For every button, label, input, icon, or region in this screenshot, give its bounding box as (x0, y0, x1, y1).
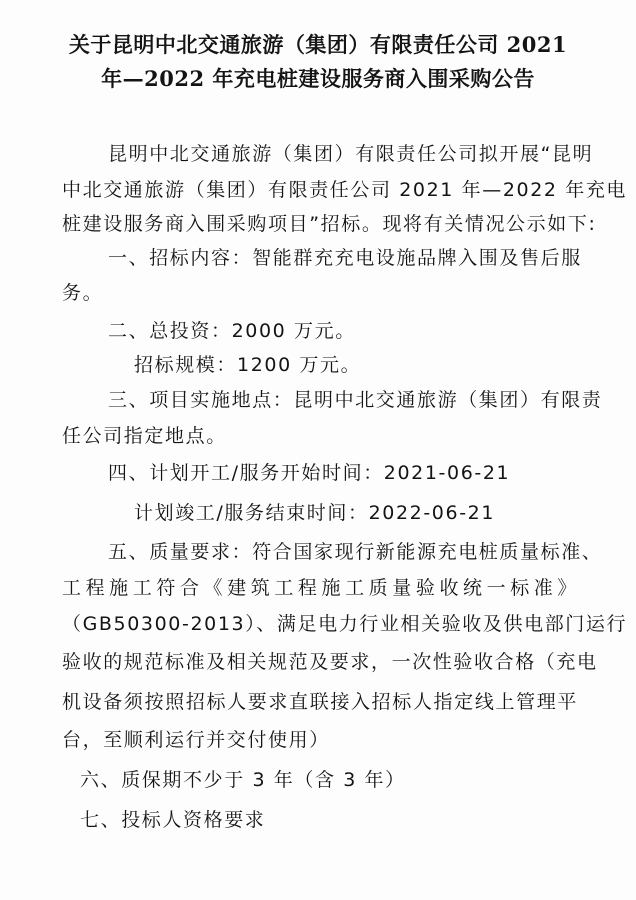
section-1-line-2: 务。 (62, 282, 104, 304)
document-title-line-2: 年—2022 年充电桩建设服务商入围采购公告 (101, 66, 535, 91)
section-7-heading: 七、投标人资格要求 (80, 809, 266, 831)
intro-line-1: 昆明中北交通旅游（集团）有限责任公司拟开展“昆明 (108, 143, 594, 165)
section-4-start-time: 四、计划开工/服务开始时间：2021-06-21 (108, 462, 511, 484)
intro-line-2: 中北交通旅游（集团）有限责任公司 2021 年—2022 年充电 (62, 179, 628, 201)
section-3-line-2: 任公司指定地点。 (62, 425, 227, 447)
section-2-investment: 二、总投资：2000 万元。 (108, 320, 356, 342)
section-4-end-time: 计划竣工/服务结束时间：2022-06-21 (134, 502, 496, 524)
section-5-line-6: 台，至顺利运行并交付使用） (62, 729, 330, 751)
section-5-line-5: 机设备须按照招标人要求直联接入招标人指定线上管理平 (62, 691, 578, 713)
section-3-line-1: 三、项目实施地点：昆明中北交通旅游（集团）有限责 (108, 389, 603, 411)
intro-line-3: 桩建设服务商入围采购项目”招标。现将有关情况公示如下: (62, 213, 597, 235)
section-5-line-4: 验收的规范标准及相关规范及要求，一次性验收合格（充电 (62, 651, 598, 673)
section-1-line-1: 一、招标内容：智能群充充电设施品牌入围及售后服 (108, 247, 582, 269)
document-title-line-1: 关于昆明中北交通旅游（集团）有限责任公司 2021 (68, 32, 568, 57)
section-6-warranty: 六、质保期不少于 3 年（含 3 年） (80, 769, 406, 791)
section-5-line-2: 工程施工符合《建筑工程施工质量验收统一标准》 (62, 577, 578, 599)
section-5-line-3: （GB50300-2013）、满足电力行业相关验收及供电部门运行 (62, 613, 628, 635)
section-5-line-1: 五、质量要求：符合国家现行新能源充电桩质量标准、 (108, 541, 603, 563)
section-2-scale: 招标规模：1200 万元。 (134, 354, 362, 376)
